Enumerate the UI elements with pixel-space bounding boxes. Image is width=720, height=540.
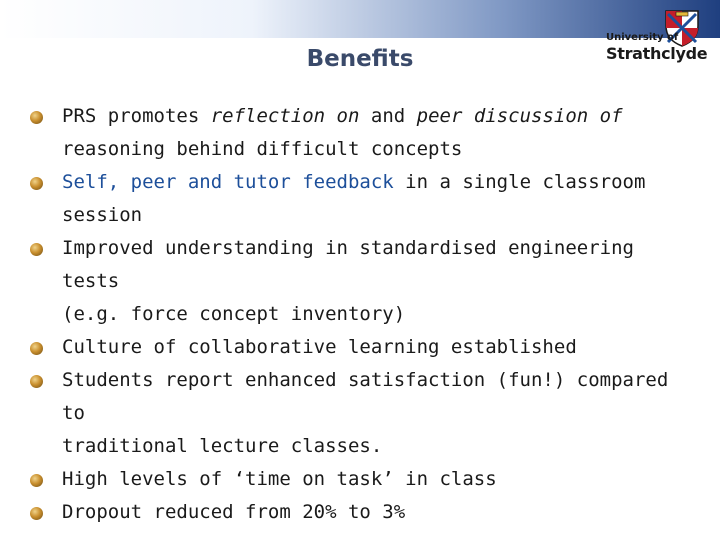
logo-line-2: Strathclyde [606, 44, 708, 63]
bullet-item [30, 166, 700, 232]
bullet-dot-icon [30, 243, 43, 256]
bullet-italic: peer discussion of [416, 105, 623, 127]
bullet-text: PRS promotes [62, 105, 211, 127]
bullet-item [30, 463, 700, 496]
bullet-dot-icon [30, 177, 43, 190]
bullet-dot-icon [30, 375, 43, 388]
university-logo [604, 6, 714, 68]
bullet-italic: reflection on [210, 105, 360, 127]
bullet-text: High levels of ‘time on task’ in class [62, 468, 497, 490]
bullet-item [30, 331, 700, 364]
bullet-item [30, 232, 700, 331]
bullet-continuation: session [62, 204, 143, 226]
bullet-continuation: traditional lecture classes. [62, 435, 383, 457]
logo-line-1: University of [606, 32, 679, 43]
bullet-continuation: reasoning behind difficult concepts [62, 138, 463, 160]
bullet-text: Dropout reduced from 20% to 3% [62, 501, 406, 523]
bullet-list [30, 100, 700, 529]
bullet-text: Improved understanding in standardised engineering tests [62, 237, 634, 292]
bullet-item [30, 364, 700, 463]
bullet-dot-icon [30, 342, 43, 355]
bullet-item [30, 496, 700, 529]
bullet-text: in a single classroom [393, 171, 646, 193]
bullet-continuation: (e.g. force concept inventory) [62, 303, 406, 325]
bullet-text: and [359, 105, 417, 127]
bullet-dot-icon [30, 474, 43, 487]
slide-title: Benefits [306, 46, 414, 72]
bullet-item [30, 100, 700, 166]
bullet-dot-icon [30, 507, 43, 520]
bullet-dot-icon [30, 111, 43, 124]
bullet-text: Culture of collaborative learning established [62, 336, 577, 358]
bullet-highlight: Self, peer and tutor feedback [62, 171, 394, 193]
bullet-text: Students report enhanced satisfaction (fun!) compared to [62, 369, 669, 424]
